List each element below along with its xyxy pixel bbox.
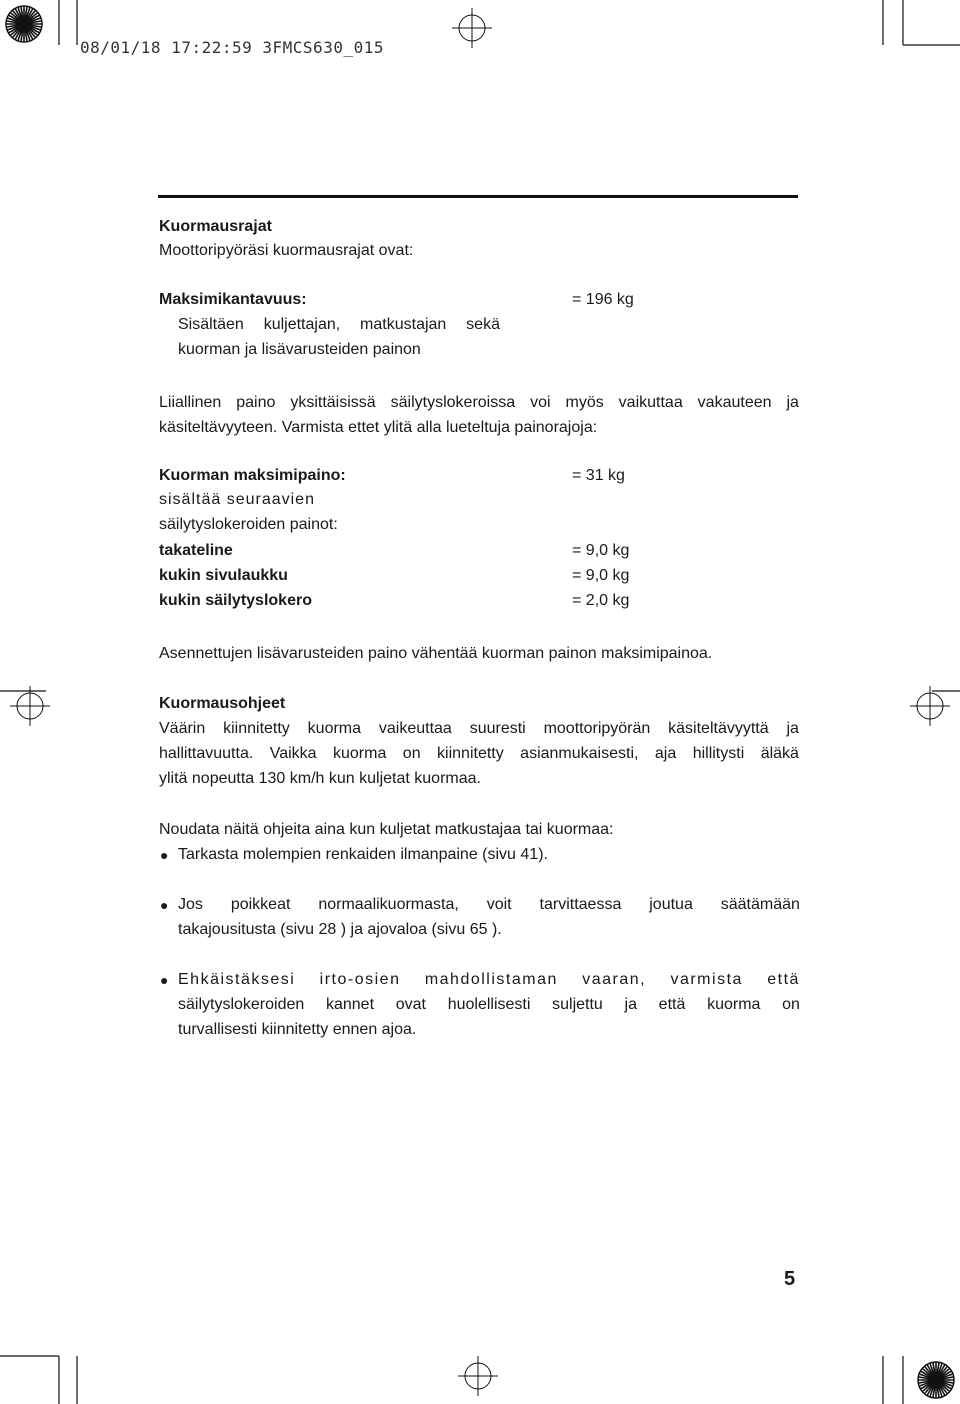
guideline-suspension-line1: Jos poikkeat normaalikuormasta, voit tarvittaessa joutua säätämään	[178, 896, 800, 913]
section-rule	[158, 195, 798, 198]
capacity-label: Maksimikantavuus:	[159, 291, 307, 308]
capacity-description-line2: kuorman ja lisävarusteiden painon	[178, 341, 421, 358]
instructions-line2: hallittavuutta. Vaikka kuorma on kiinnitetty asianmukaisesti, aja hillitysti äläkä	[159, 745, 799, 762]
guideline-tire-pressure: Tarkasta molempien renkaiden ilmanpaine (sivu 41).	[178, 846, 548, 863]
bullet-icon: ●	[160, 972, 169, 988]
page-number: 5	[784, 1268, 796, 1290]
bullet-icon: ●	[160, 847, 169, 863]
cargo-max-value: = 31 kg	[572, 467, 625, 484]
cargo-max-label: Kuorman maksimipaino:	[159, 467, 346, 484]
capacity-description-line1: Sisältäen kuljettajan, matkustajan sekä	[178, 316, 500, 333]
section-title-loading-instructions: Kuormausohjeet	[159, 695, 286, 712]
bullet-icon: ●	[160, 897, 169, 913]
guideline-loose-items-line3: turvallisesti kiinnitetty ennen ajoa.	[178, 1021, 417, 1038]
section-intro: Moottoripyöräsi kuormausrajat ovat:	[159, 242, 414, 259]
cargo-sub-line1: sisältää seuraavien	[159, 491, 315, 508]
print-timestamp: 08/01/18 17:22:59 3FMCS630_015	[80, 38, 384, 57]
warning-line2: käsiteltävyyteen. Varmista ettet ylitä alla lueteltuja painorajoja:	[159, 419, 598, 436]
cargo-item-value: = 2,0 kg	[572, 592, 630, 609]
instructions-line3: ylitä nopeutta 130 km/h kun kuljetat kuormaa.	[159, 770, 481, 787]
cargo-item-label: takateline	[159, 542, 233, 559]
guideline-loose-items-line1: Ehkäistäksesi irto-osien mahdollistaman vaaran, varmista että	[178, 971, 800, 988]
cargo-item-value: = 9,0 kg	[572, 542, 630, 559]
guideline-suspension-line2: takajousitusta (sivu 28 ) ja ajovaloa (sivu 65 ).	[178, 921, 502, 938]
guidelines-intro: Noudata näitä ohjeita aina kun kuljetat matkustajaa tai kuormaa:	[159, 821, 614, 838]
cargo-item-value: = 9,0 kg	[572, 567, 630, 584]
cargo-item-label: kukin säilytyslokero	[159, 592, 312, 609]
cargo-sub-line2: säilytyslokeroiden painot:	[159, 516, 338, 533]
guideline-loose-items-line2: säilytyslokeroiden kannet ovat huolellisesti suljettu ja että kuorma on	[178, 996, 800, 1013]
section-title-loading-limits: Kuormausrajat	[159, 218, 272, 235]
accessory-note: Asennettujen lisävarusteiden paino vähentää kuorman painon maksimipainoa.	[159, 645, 713, 662]
instructions-line1: Väärin kiinnitetty kuorma vaikeuttaa suuresti moottoripyörän käsiteltävyyttä ja	[159, 720, 799, 737]
cargo-item-label: kukin sivulaukku	[159, 567, 288, 584]
warning-line1: Liiallinen paino yksittäisissä säilytyslokeroissa voi myös vaikuttaa vakauteen ja	[159, 394, 799, 411]
capacity-value: = 196 kg	[572, 291, 634, 308]
